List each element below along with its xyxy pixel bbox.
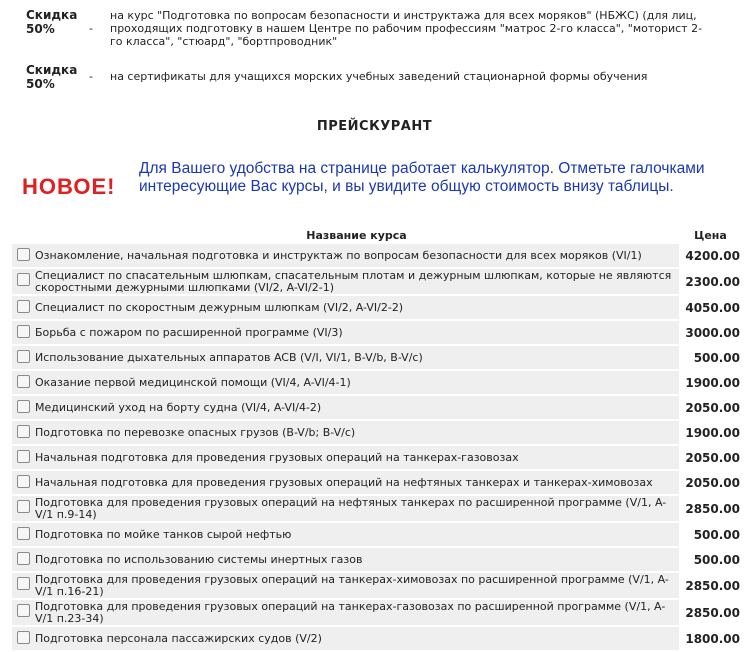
price-table: [12, 226, 742, 652]
course-checkbox[interactable]: [17, 400, 30, 413]
course-name: Борьба с пожаром по расширенной программе (VI/3): [34, 321, 679, 344]
price-list-title: ПРЕЙСКУРАНТ: [316, 119, 433, 134]
discount-dash: -: [89, 22, 93, 35]
course-checkbox[interactable]: [17, 500, 30, 513]
discount-text: на курс "Подготовка по вопросам безопасности и инструктажа для всех моряков" (НБЖС) (для лиц, проходящих подготовку в нашем Центре по рабочим профессиям "матрос 2-го класса", "моторист 2-го класса", "стюард", "бортпроводник": [110, 9, 703, 48]
course-price: 3000.00: [679, 321, 742, 344]
calculator-note: Для Вашего удобства на странице работает калькулятор. Отметьте галочками интересующие Вас курсы, и вы увидите общую стоимость внизу таблицы.: [139, 160, 705, 195]
course-price: 1800.00: [679, 627, 742, 650]
course-name: Медицинский уход на борту судна (VI/4, A-VI/4-2): [34, 396, 679, 419]
course-price: 4050.00: [679, 296, 742, 319]
course-name: Специалист по скоростным дежурным шлюпкам (VI/2, A-VI/2-2): [34, 296, 679, 319]
column-header-price: Цена: [694, 228, 727, 242]
course-checkbox[interactable]: [17, 527, 30, 540]
course-checkbox[interactable]: [17, 631, 30, 644]
table-header: [12, 228, 742, 242]
course-checkbox[interactable]: [17, 300, 30, 313]
table-row: [12, 244, 742, 267]
course-checkbox[interactable]: [17, 375, 30, 388]
table-row: [12, 471, 742, 494]
course-name: Подготовка для проведения грузовых операций на танкерах-газовозах по расширенной программе (V/1, A-V/1 п.23-34): [34, 600, 679, 625]
course-price: 2050.00: [679, 446, 742, 469]
table-row: [12, 446, 742, 469]
course-name: Подготовка для проведения грузовых операций на танкерах-химовозах по расширенной программе (V/1, A-V/1 п.16-21): [34, 573, 679, 598]
header-spacer: [12, 228, 34, 242]
course-name: Подготовка для проведения грузовых операций на нефтяных танкерах по расширенной программе (V/1, A-V/1 п.9-14): [34, 496, 679, 521]
table-row: [12, 523, 742, 546]
table-row: [12, 600, 742, 625]
course-price: 500.00: [679, 548, 742, 571]
course-price: 2300.00: [679, 269, 742, 294]
course-checkbox[interactable]: [17, 552, 30, 565]
new-badge: НОВОЕ!: [22, 174, 116, 199]
column-header-name: Название курса: [306, 228, 407, 242]
course-price: 1900.00: [679, 421, 742, 444]
table-row: [12, 573, 742, 598]
discount-text: на сертификаты для учащихся морских учебных заведений стационарной формы обучения: [110, 70, 648, 83]
table-row: [12, 269, 742, 294]
course-checkbox[interactable]: [17, 450, 30, 463]
table-row: [12, 321, 742, 344]
course-checkbox[interactable]: [17, 577, 30, 590]
course-name: Начальная подготовка для проведения грузовых операций на нефтяных танкерах и танкерах-химовозах: [34, 471, 679, 494]
course-checkbox[interactable]: [17, 273, 30, 286]
course-price: 2850.00: [679, 600, 742, 625]
course-price: 2050.00: [679, 471, 742, 494]
course-price: 4200.00: [679, 244, 742, 267]
course-price: 1900.00: [679, 371, 742, 394]
discount-label: Скидка 50%: [26, 8, 78, 36]
table-row: [12, 371, 742, 394]
course-price: 500.00: [679, 523, 742, 546]
course-checkbox[interactable]: [17, 350, 30, 363]
course-checkbox[interactable]: [17, 248, 30, 261]
table-row: [12, 396, 742, 419]
table-row: [12, 627, 742, 650]
course-price: 500.00: [679, 346, 742, 369]
discount-label: Скидка 50%: [26, 63, 78, 91]
course-name: Использование дыхательных аппаратов ACB (V/I, VI/1, B-V/b, B-V/c): [34, 346, 679, 369]
table-row: [12, 496, 742, 521]
course-name: Подготовка по перевозке опасных грузов (B-V/b; B-V/c): [34, 421, 679, 444]
course-price: 2850.00: [679, 573, 742, 598]
course-checkbox[interactable]: [17, 475, 30, 488]
course-name: Начальная подготовка для проведения грузовых операций на танкерах-газовозах: [34, 446, 679, 469]
course-name: Подготовка по использованию системы инертных газов: [34, 548, 679, 571]
discount-dash: -: [89, 70, 93, 83]
course-name: Специалист по спасательным шлюпкам, спасательным плотам и дежурным шлюпкам, которые не являются скоростными дежурными шлюпками (VI/2, A-VI/2-1): [34, 269, 679, 294]
course-name: Подготовка по мойке танков сырой нефтью: [34, 523, 679, 546]
course-price: 2050.00: [679, 396, 742, 419]
course-checkbox[interactable]: [17, 425, 30, 438]
table-row: [12, 346, 742, 369]
table-row: [12, 296, 742, 319]
course-name: Подготовка персонала пассажирских судов (V/2): [34, 627, 679, 650]
course-checkbox[interactable]: [17, 604, 30, 617]
table-row: [12, 548, 742, 571]
course-name: Ознакомление, начальная подготовка и инструктаж по вопросам безопасности для всех моряков (VI/1): [34, 244, 679, 267]
course-price: 2850.00: [679, 496, 742, 521]
course-checkbox[interactable]: [17, 325, 30, 338]
table-row: [12, 421, 742, 444]
course-name: Оказание первой медицинской помощи (VI/4, A-VI/4-1): [34, 371, 679, 394]
